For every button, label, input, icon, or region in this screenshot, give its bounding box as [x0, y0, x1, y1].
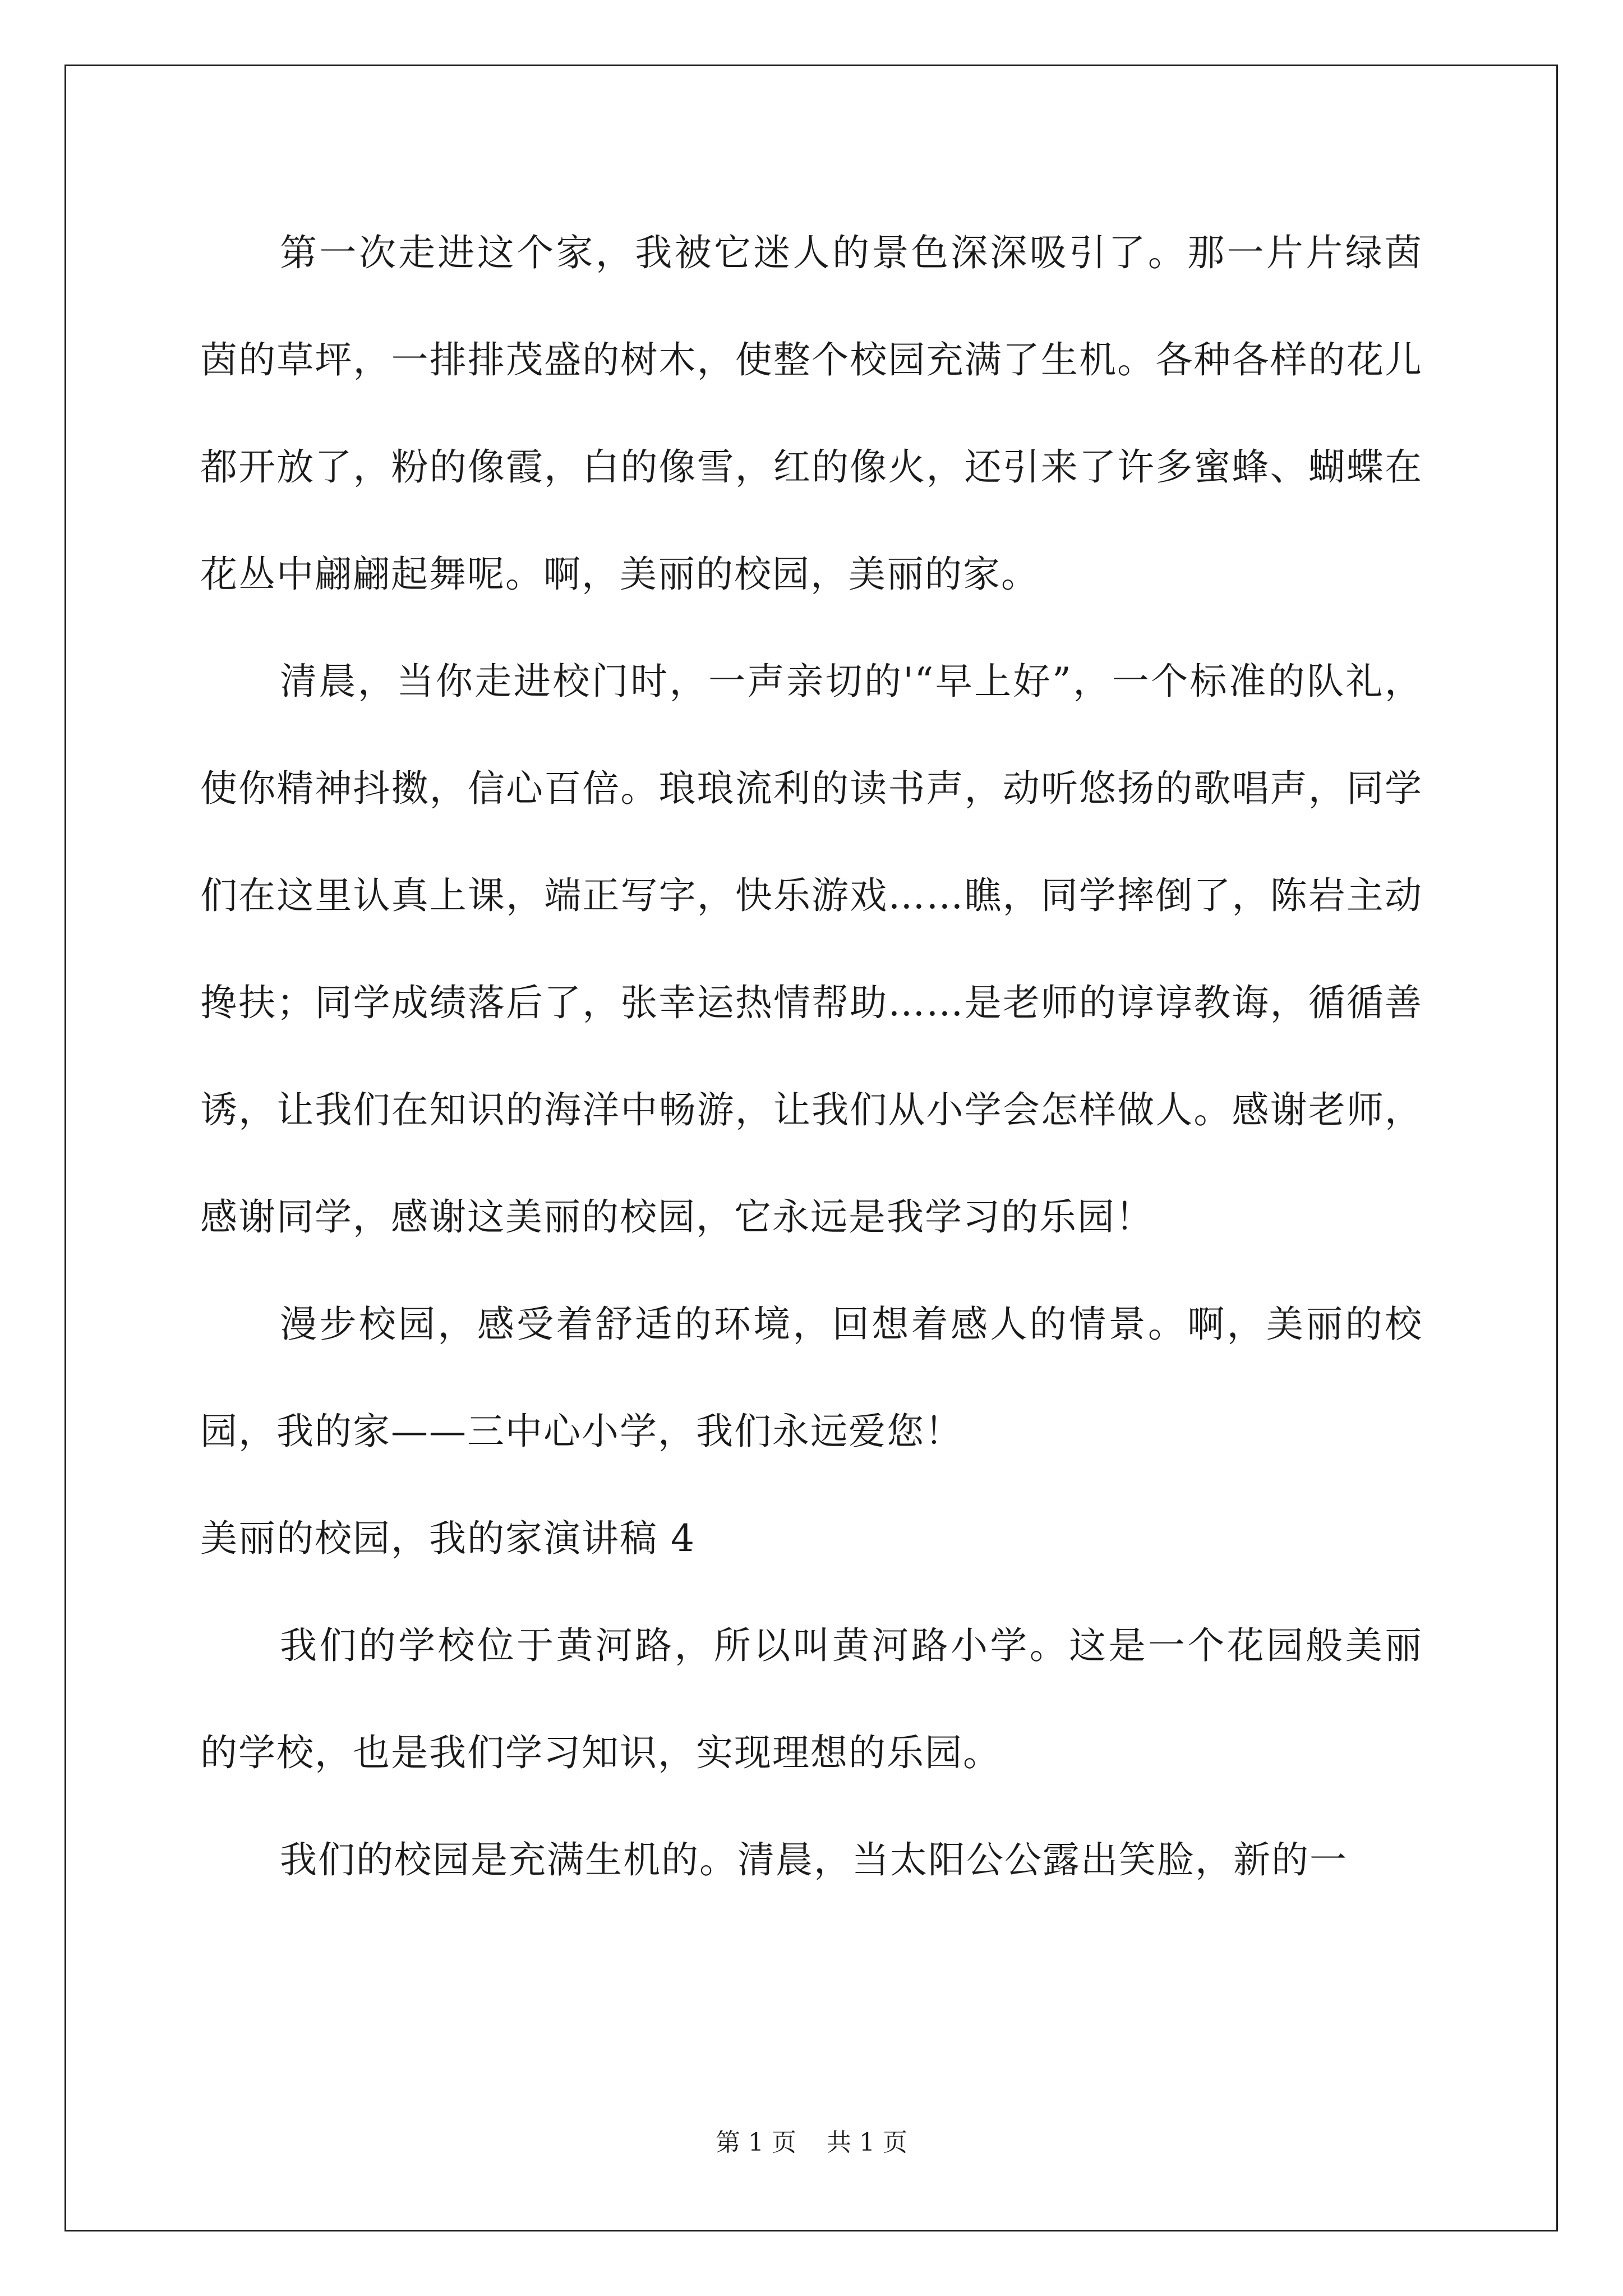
- paragraph-school-location: 我们的学校位于黄河路，所以叫黄河路小学。这是一个花园般美丽的学校，也是我们学习知识，实现理想的乐园。: [200, 1624, 1423, 1774]
- section-title: 美丽的校园，我的家演讲稿 4: [200, 1517, 695, 1560]
- page-number: 第 1 页: [716, 2128, 796, 2157]
- page-total: 共 1 页: [827, 2128, 907, 2157]
- paragraph-lively-campus: 我们的校园是充满生机的。清晨，当太阳公公露出笑脸，新的一: [280, 1838, 1348, 1881]
- document-body: [200, 199, 1423, 1913]
- paragraph-morning: 清晨，当你走进校门时，一声亲切的'“早上好”，一个标准的队礼，使你精神抖擞，信心百倍。琅琅流利的读书声，动听悠扬的歌唱声，同学们在这里认真上课，端正写字，快乐游戏……瞧，同学摔倒了，陈岩主动搀扶；同学成绩落后了，张幸运热情帮助……是老师的谆谆教诲，循循善诱，让我们在知识的海洋中畅游，让我们从小学会怎样做人。感谢老师，感谢同学，感谢这美丽的校园，它永远是我学习的乐园！: [200, 660, 1423, 1239]
- paragraph-stroll: 漫步校园，感受着舒适的环境，回想着感人的情景。啊，美丽的校园，我的家——三中心小学，我们永远爱您！: [200, 1303, 1423, 1453]
- page-footer: [0, 2126, 1623, 2160]
- paragraph-campus-scenery: 第一次走进这个家，我被它迷人的景色深深吸引了。那一片片绿茵茵的草坪，一排排茂盛的树木，使整个校园充满了生机。各种各样的花儿都开放了，粉的像霞，白的像雪，红的像火，还引来了许多蜜蜂、蝴蝶在花丛中翩翩起舞呢。啊，美丽的校园，美丽的家。: [200, 231, 1423, 596]
